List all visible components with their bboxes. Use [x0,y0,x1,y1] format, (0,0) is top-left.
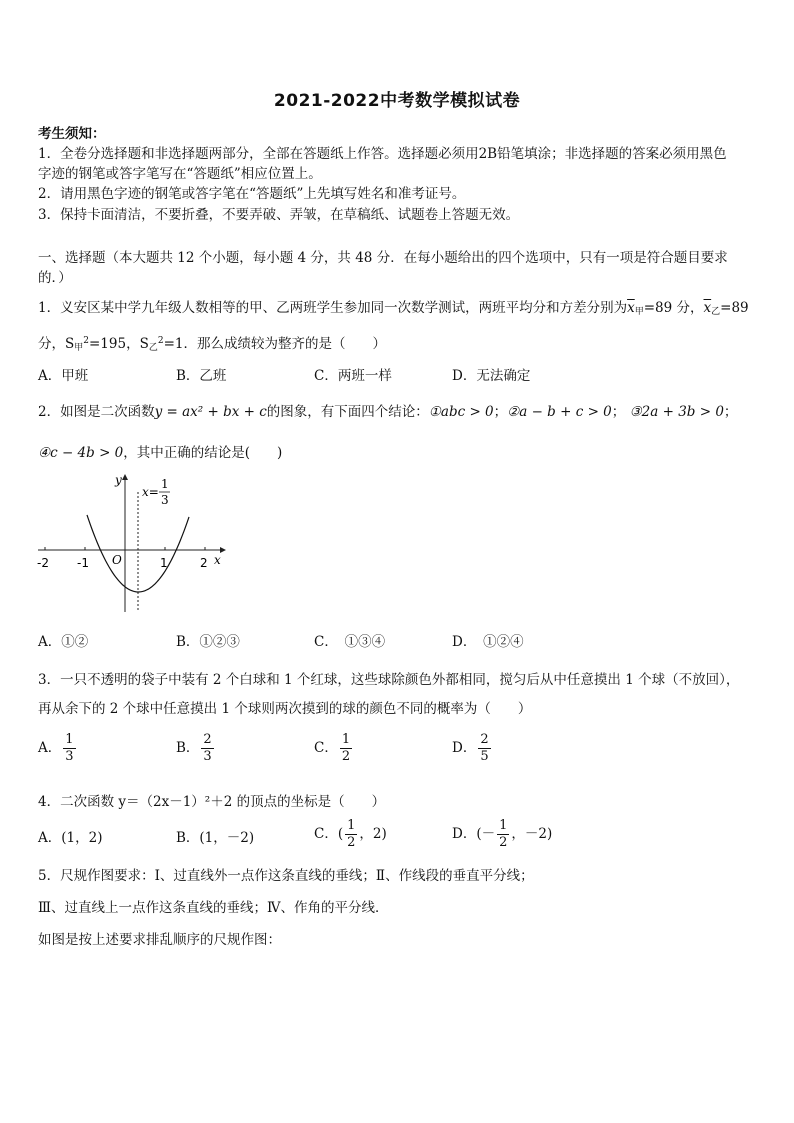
conclusion-2: ②a − b + c > 0 [507,404,612,420]
question-3-text: 3．一只不透明的袋子中装有 2 个白球和 1 个红球，这些球除颜色外都相同，搅匀后从中任意摸出 1 个球（不放回）， [38,672,740,688]
question-5-text-cont: Ⅲ、过直线上一点作这条直线的垂线；Ⅳ、作角的平分线． [38,900,389,916]
symmetry-fraction-den: 3 [161,493,169,507]
question-5-text: 5．尺规作图要求：Ⅰ、过直线外一点作这条直线的垂线；Ⅱ、作线段的垂直平分线； [38,868,534,884]
y-axis-arrow [122,474,128,480]
q3-option-c[interactable]: C． $\frac{1}{2}$ [314,732,351,764]
fraction: $\frac{1}{2}$ [499,818,508,850]
conclusion-1: ①abc > 0 [428,404,494,420]
q1-option-b[interactable]: B．乙班 [176,368,227,384]
question-2-text: 2．如图是二次函数y = ax² + bx + c的图象，有下面四个结论：①abc > 0；②a − b + c > 0； ③2a + 3b > 0； [38,404,738,420]
origin-label: O [112,553,122,567]
fraction: $\frac{1}{2}$ [341,732,351,764]
question-1-text-cont: 分，$S_甲^2=195$，$S_乙^2=1$．那么成绩较为整齐的是（ ） [38,336,386,353]
conclusion-4: ④c − 4b > 0 [38,445,124,461]
q4-option-a[interactable]: A．(1，2) [38,830,103,846]
notice-heading: 考生须知： [38,126,106,142]
q4-option-d[interactable]: D．(－ $\frac{1}{2}$ ，－2) [452,818,553,850]
x-axis-arrow [220,547,226,553]
q3-option-b[interactable]: B． $\frac{2}{3}$ [176,732,212,764]
fraction: $\frac{1}{3}$ [65,732,74,764]
q1-option-d[interactable]: D．无法确定 [452,368,531,384]
tick-label: -1 [77,556,89,570]
question-1-text: 1．义安区某中学九年级人数相等的甲、乙两班学生参加同一次数学测试，两班平均分和方差分别为$\overline{x}_甲=89$ 分，$\overline{x}_乙=89$ [38,300,749,317]
parabola-graph [34,470,234,615]
q2-option-a[interactable]: A．①② [38,634,89,650]
notice-item: 3．保持卡面清洁，不要折叠，不要弄破、弄皱，在草稿纸、试题卷上答题无效。 [38,207,520,223]
q4-option-c[interactable]: C．( $\frac{1}{2}$ ，2) [314,818,387,850]
notice-item: 1．全卷分选择题和非选择题两部分，全部在答题纸上作答。选择题必须用2B铅笔填涂；非选择题的答案必须用黑色 [38,146,727,162]
notice-item: 2．请用黑色字迹的钢笔或答字笔在“答题纸”上先填写姓名和准考证号。 [38,186,466,202]
tick-label: 2 [200,556,208,570]
y-axis-label: y [115,473,122,487]
q3-option-a[interactable]: A． $\frac{1}{3}$ [38,732,74,764]
question-2-text-cont: ④c − 4b > 0，其中正确的结论是( ) [38,445,283,461]
notice-item: 字迹的钢笔或答字笔写在“答题纸”相应位置上。 [38,166,322,182]
tick-label: -2 [37,556,49,570]
question-5-text-cont: 如图是按上述要求排乱顺序的尺规作图： [38,932,281,948]
q1-option-a[interactable]: A．甲班 [38,368,89,384]
mean-symbol: $\overline{x}$ [703,300,712,316]
x-axis-label: x [214,553,221,567]
question-3-text-cont: 再从余下的 2 个球中任意摸出 1 个球则两次摸到的球的颜色不同的概率为（ ） [38,701,532,717]
function-expression: y = ax² + bx + c [154,404,267,420]
page-title: 2021-2022中考数学模拟试卷 [273,91,521,111]
symmetry-fraction-num: 1 [161,477,169,491]
mean-symbol: $\overline{x}$ [627,300,635,316]
tick-label: 1 [160,556,168,570]
q2-option-c[interactable]: C． ①③④ [314,634,386,650]
q2-option-b[interactable]: B．①②③ [176,634,240,650]
q1-option-c[interactable]: C．两班一样 [314,368,392,384]
fraction: $\frac{1}{2}$ [347,818,356,850]
q4-option-b[interactable]: B．(1，－2) [176,830,255,846]
section-heading: 一、选择题（本大题共 12 个小题，每小题 4 分，共 48 分．在每小题给出的四个选项中，只有一项是符合题目要求 [38,250,728,266]
fraction: $\frac{2}{3}$ [203,732,212,764]
symmetry-label: x= [142,485,159,499]
question-4-text: 4．二次函数 y＝（2x－1）²＋2 的顶点的坐标是（ ） [38,794,386,810]
fraction: $\frac{2}{5}$ [480,732,489,764]
conclusion-3: ③2a + 3b > 0 [629,404,724,420]
q2-option-d[interactable]: D． ①②④ [452,634,524,650]
q3-option-d[interactable]: D． $\frac{2}{5}$ [452,732,489,764]
section-heading-cont: 的．） [38,270,72,286]
